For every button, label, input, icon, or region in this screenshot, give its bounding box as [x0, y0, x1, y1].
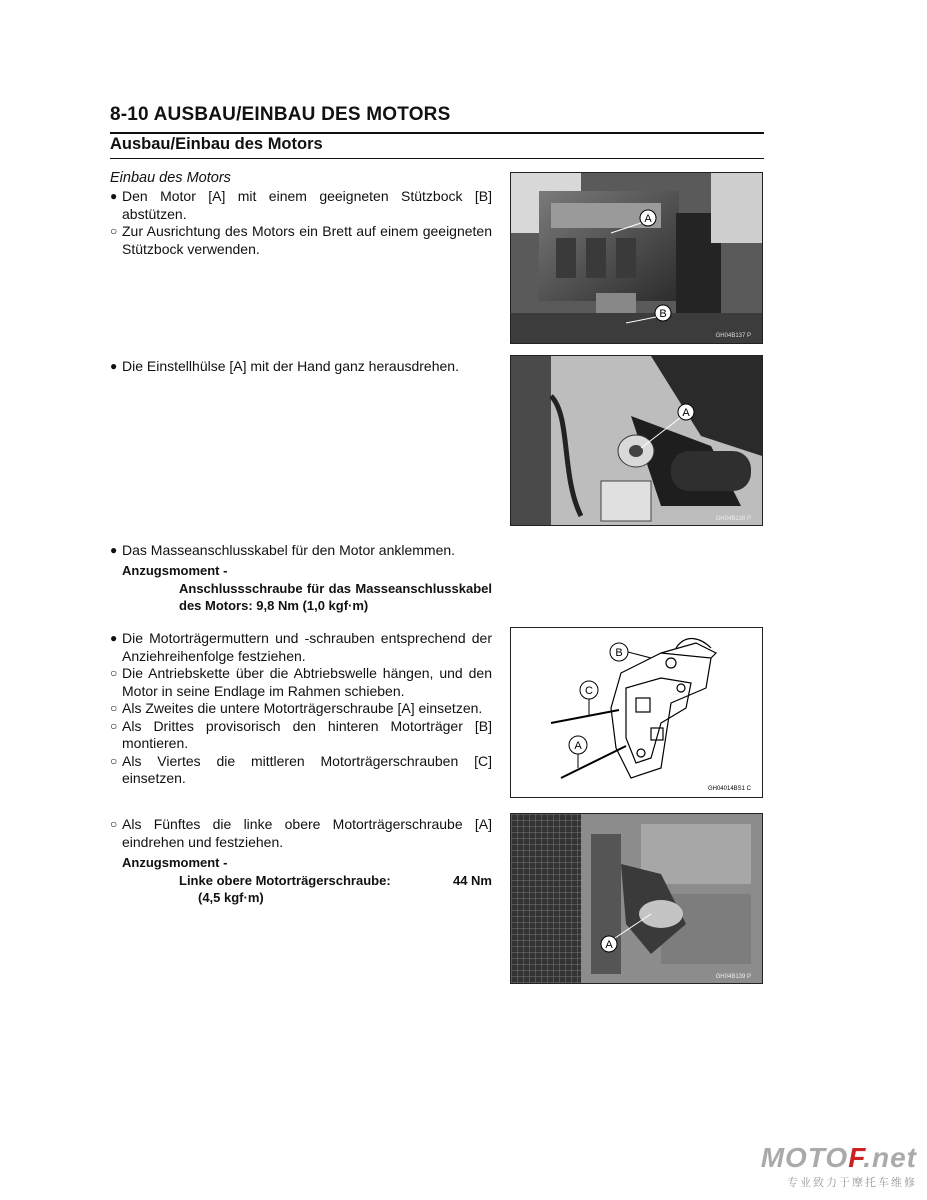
step-text: Die Einstellhülse [A] mit der Hand ganz herausdrehen.	[122, 358, 459, 374]
torque-value-line2: (4,5 kgf·m)	[198, 890, 264, 905]
step-4-block	[110, 630, 492, 788]
note-text: Als Viertes die mittleren Motorträgerschrauben [C] einsetzen.	[122, 752, 492, 786]
note-text: Als Zweites die untere Motorträgerschraube [A] einsetzen.	[122, 700, 483, 716]
callout-label: A	[682, 407, 690, 419]
list-item	[110, 188, 492, 223]
figure-engine-support	[510, 172, 763, 344]
circle-bullet-icon: ○	[110, 753, 118, 768]
step-2-block	[110, 358, 492, 376]
list-item	[110, 630, 492, 665]
figure-code: GH04014BS1 C	[707, 786, 751, 792]
torque-value	[179, 580, 492, 614]
watermark-logo	[761, 1142, 917, 1190]
circle-bullet-icon: ○	[110, 701, 118, 715]
torque-value-line1: Linke obere Motorträgerschraube:	[179, 873, 391, 888]
step-1-block	[110, 188, 492, 258]
list-item	[110, 223, 492, 258]
step-5-block	[110, 816, 492, 851]
figure-upper-bolt	[510, 813, 763, 984]
list-item	[110, 542, 492, 560]
step-text: Das Masseanschlusskabel für den Motor anklemmen.	[122, 542, 456, 558]
step-text: Die Motorträgermuttern und -schrauben entsprechend der Anziehreihenfolge festziehen.	[122, 630, 492, 664]
torque-value-amount: 44 Nm	[452, 873, 492, 888]
subsection-title: Ausbau/Einbau des Motors	[110, 135, 323, 153]
section-title: 8-10 AUSBAU/EINBAU DES MOTORS	[110, 104, 451, 125]
circle-bullet-icon: ○	[110, 718, 118, 733]
list-item	[110, 718, 492, 753]
title-rule	[110, 132, 764, 134]
figure-code: GH04B138 P	[715, 516, 751, 522]
circle-bullet-icon: ○	[110, 224, 118, 238]
list-item	[110, 665, 492, 700]
list-item	[110, 700, 492, 718]
note-text: Zur Ausrichtung des Motors ein Brett auf einem geeigneten Stützbock verwenden.	[122, 223, 492, 257]
torque-label: Anzugsmoment -	[122, 563, 228, 578]
circle-bullet-icon: ○	[110, 666, 118, 680]
note-text: Als Drittes provisorisch den hinteren Motorträger [B] montieren.	[122, 717, 492, 751]
logo-brand: MOTOF.net	[760, 1142, 917, 1173]
callout-label: A	[644, 213, 652, 225]
figure-code: GH04B137 P	[715, 333, 751, 339]
logo-tagline: 专业致力于摩托车维修	[787, 1177, 917, 1189]
list-item	[110, 358, 492, 376]
step-text: Den Motor [A] mit einem geeigneten Stützbock [B] abstützen.	[122, 188, 492, 222]
step-text: Als Fünftes die linke obere Motorträgerschraube [A] eindrehen und festziehen.	[122, 816, 492, 850]
callout-label: A	[605, 939, 613, 951]
callout-label: A	[574, 740, 582, 752]
callout-label: C	[585, 685, 593, 697]
callout-label: B	[615, 647, 623, 659]
torque-value-text: Anschlussschraube für das Masseanschlusskabel des Motors: 9,8 Nm (1,0 kgf·m)	[179, 581, 492, 613]
bullet-icon: ●	[110, 631, 118, 645]
callout-label: B	[659, 308, 667, 320]
bullet-icon: ●	[110, 359, 118, 373]
list-item	[110, 753, 492, 788]
figure-code: GH04B139 P	[715, 974, 751, 980]
circle-bullet-icon: ○	[110, 817, 118, 831]
bullet-icon: ●	[110, 543, 118, 557]
figure-adjusting-sleeve	[510, 355, 763, 526]
subtitle-rule	[110, 158, 764, 159]
torque-label: Anzugsmoment -	[122, 855, 228, 870]
step-3-block	[110, 542, 492, 560]
note-text: Die Antriebskette über die Abtriebswelle hängen, und den Motor in seine Endlage im Rahmen schieben.	[122, 665, 492, 699]
bullet-icon: ●	[110, 189, 118, 203]
procedure-heading: Einbau des Motors	[110, 170, 231, 186]
figure-mount-diagram	[510, 627, 763, 798]
list-item	[110, 816, 492, 851]
